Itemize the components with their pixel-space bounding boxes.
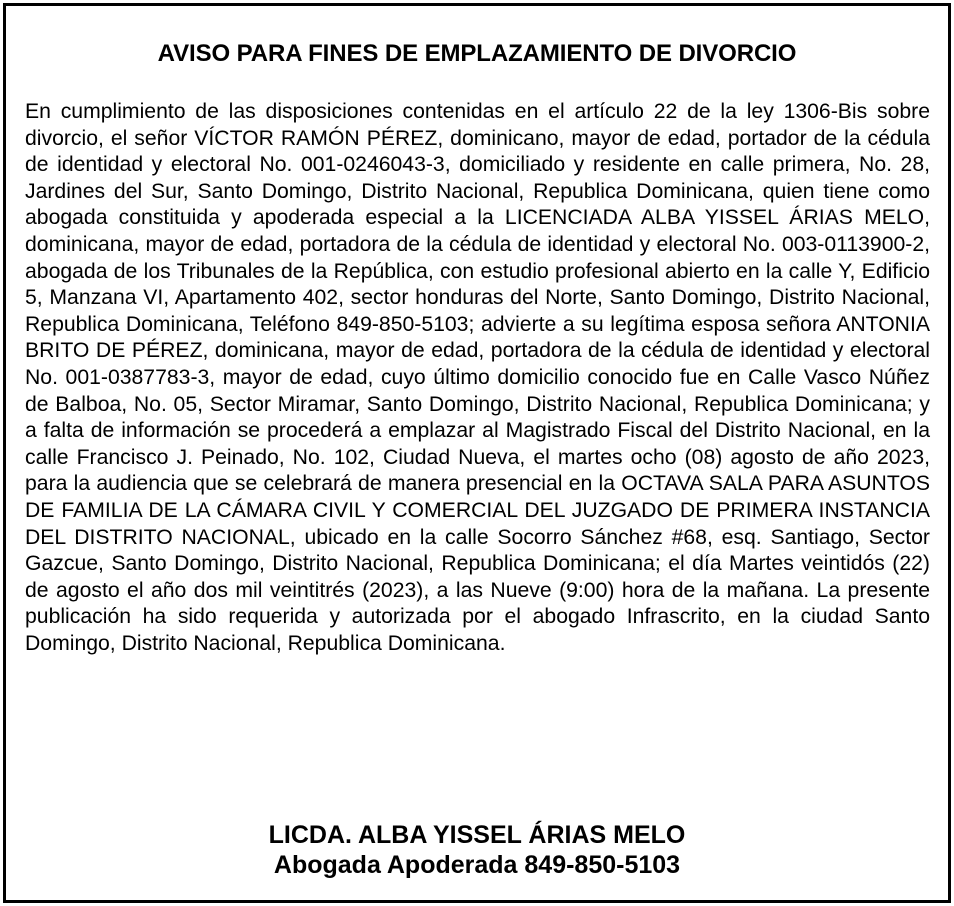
signature-name: LICDA. ALBA YISSEL ÁRIAS MELO: [268, 821, 686, 849]
signature-block: [6, 820, 948, 880]
notice-title: AVISO PARA FINES DE EMPLAZAMIENTO DE DIVORCIO: [157, 40, 797, 67]
legal-notice: [3, 3, 951, 903]
signature-role-phone: Abogada Apoderada 849-850-5103: [273, 851, 681, 879]
notice-body: En cumplimiento de las disposiciones contenidas en el artículo 22 de la ley 1306-Bis sobre divorcio, el señor VÍCTOR RAMÓN PÉREZ, dominicano, mayor de edad, portador de la cédula de identidad y electoral No. 001-0246043-3, domiciliado y residente en calle primera, No. 28, Jardines del Sur, Santo Domingo, Distrito Nacional, Republica Dominicana, quien tiene como abogada constituida y apoderada especial a la LICENCIADA ALBA YISSEL ÁRIAS MELO, dominicana, mayor de edad, portadora de la cédula de identidad y electoral No. 003-0113900-2, abogada de los Tribunales de la República, con estudio profesional abierto en la calle Y, Edificio 5, Manzana VI, Apartamento 402, sector honduras del Norte, Santo Domingo, Distrito Nacional, Republica Dominicana, Teléfono 849-850-5103; advierte a su legítima esposa señora ANTONIA BRITO DE PÉREZ, dominicana, mayor de edad, portadora de la cédula de identidad y electoral No. 001-0387783-3, mayor de edad, cuyo último domicilio conocido fue en Calle Vasco Núñez de Balboa, No. 05, Sector Miramar, Santo Domingo, Distrito Nacional, Republica Dominicana; y a falta de información se procederá a emplazar al Magistrado Fiscal del Distrito Nacional, en la calle Francisco J. Peinado, No. 102, Ciudad Nueva, el martes ocho (08) agosto de año 2023, para la audiencia que se celebrará de manera presencial en la OCTAVA SALA PARA ASUNTOS DE FAMILIA DE LA CÁMARA CIVIL Y COMERCIAL DEL JUZGADO DE PRIMERA INSTANCIA DEL DISTRITO NACIONAL, ubicado en la calle Socorro Sánchez #68, esq. Santiago, Sector Gazcue, Santo Domingo, Distrito Nacional, Republica Dominicana; el día Martes veintidós (22) de agosto el año dos mil veintitrés (2023), a las Nueve (9:00) hora de la mañana. La presente publicación ha sido requerida y autorizada por el abogado Infrascrito, en la ciudad Santo Domingo, Distrito Nacional, Republica Dominicana.: [25, 100, 930, 655]
